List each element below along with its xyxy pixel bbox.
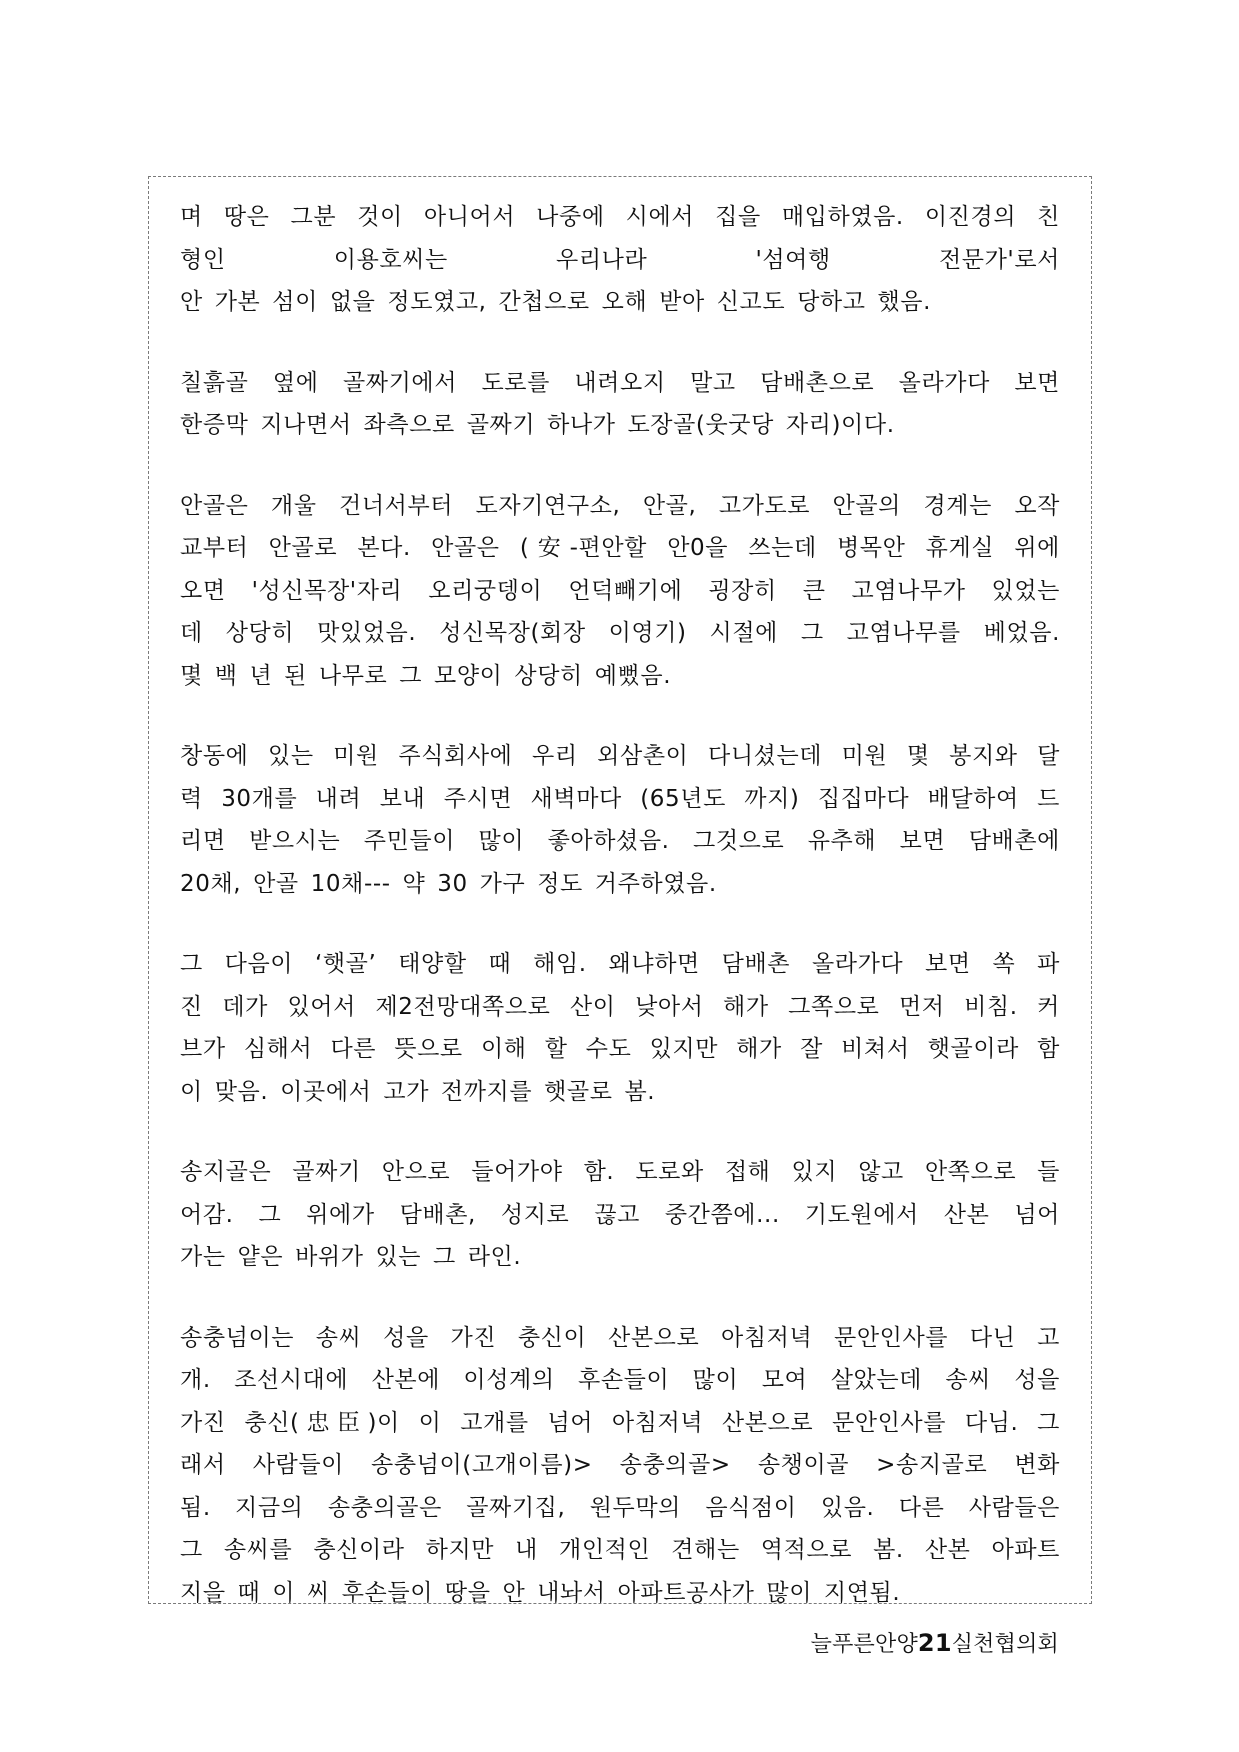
text-line: 오면 '성신목장'자리 오리궁뎅이 언덕빼기에 굉장히 큰 고염나무가 있었는 bbox=[180, 577, 1060, 604]
text-line: 안 가본 섬이 없을 정도였고, 간첩으로 오해 받아 신고도 당하고 했음. bbox=[180, 289, 932, 315]
text-line: 몇 백 년 된 나무로 그 모양이 상당히 예뻤음. bbox=[180, 662, 672, 689]
paragraph bbox=[180, 1317, 1060, 1615]
text-line: 가진 충신(忠臣)이 이 고개를 넘어 아침저녁 산본으로 문안인사를 다님. 그 bbox=[180, 1409, 1060, 1436]
text-line: 래서 사람들이 송충넘이(고개이름)> 송충의골> 송챙이골 >송지골로 변화 bbox=[180, 1452, 1060, 1478]
text-line: 력 30개를 내려 보내 주시면 새벽마다 (65년도 까지) 집집마다 배달하여 드 bbox=[180, 785, 1060, 812]
text-line: 송지골은 골짜기 안으로 들어가야 함. 도로와 접해 있지 않고 안쪽으로 들 bbox=[180, 1159, 1060, 1185]
text-line: 데 상당히 맛있었음. 성신목장(회장 이영기) 시절에 그 고염나무를 베었음. bbox=[180, 620, 1060, 646]
paragraph bbox=[180, 735, 1060, 905]
text-line: 어감. 그 위에가 담배촌, 성지로 끊고 중간쯤에... 기도원에서 산본 넘어 bbox=[180, 1201, 1060, 1228]
document-body bbox=[180, 196, 1060, 1652]
paragraph bbox=[180, 943, 1060, 1113]
page-footer bbox=[811, 1628, 1059, 1660]
text-line: 이 맞음. 이곳에서 고가 전까지를 햇골로 봄. bbox=[180, 1078, 656, 1105]
text-line: 진 데가 있어서 제2전망대쪽으로 산이 낮아서 해가 그쪽으로 먼저 비침. 커 bbox=[180, 993, 1060, 1020]
text-line: 형인 이용호씨는 우리나라 '섬여행 전문가'로서 bbox=[180, 246, 1060, 273]
text-line: 그 송씨를 충신이라 하지만 내 개인적인 견해는 역적으로 봄. 산본 아파트 bbox=[180, 1537, 1060, 1563]
paragraph bbox=[180, 362, 1060, 447]
text-line: 안골은 개울 건너서부터 도자기연구소, 안골, 고가도로 안골의 경계는 오작 bbox=[180, 492, 1060, 519]
text-line: 개. 조선시대에 산본에 이성계의 후손들이 많이 모여 살았는데 송씨 성을 bbox=[180, 1367, 1060, 1393]
footer-org-number: 21 bbox=[917, 1629, 952, 1657]
footer-org-prefix: 늘푸른안양 bbox=[810, 1632, 918, 1657]
text-line: 칠흙골 옆에 골짜기에서 도로를 내려오지 말고 담배촌으로 올라가다 보면 bbox=[180, 369, 1060, 396]
text-line: 20채, 안골 10채--- 약 30 가구 정도 거주하였음. bbox=[180, 870, 717, 897]
paragraph bbox=[180, 1151, 1060, 1279]
text-line: 창동에 있는 미원 주식회사에 우리 외삼촌이 다니셨는데 미원 몇 봉지와 달 bbox=[180, 743, 1060, 769]
text-line: 교부터 안골로 본다. 안골은 (安-편안할 안0을 쓰는데 병목안 휴게실 위에 bbox=[180, 535, 1060, 561]
text-line: 한증막 지나면서 좌측으로 골짜기 하나가 도장골(웃굿당 자리)이다. bbox=[180, 412, 895, 438]
text-line: 리면 받으시는 주민들이 많이 좋아하셨음. 그것으로 유추해 보면 담배촌에 bbox=[180, 828, 1060, 854]
paragraph bbox=[180, 196, 1060, 324]
footer-org-suffix: 실천협의회 bbox=[951, 1632, 1059, 1657]
text-line: 됨. 지금의 송충의골은 골짜기집, 원두막의 음식점이 있음. 다른 사람들은 bbox=[180, 1494, 1060, 1521]
text-line: 지을 때 이 씨 후손들이 땅을 안 내놔서 아파트공사가 많이 지연됨. bbox=[180, 1579, 901, 1606]
text-line: 가는 얕은 바위가 있는 그 라인. bbox=[180, 1244, 522, 1270]
paragraph bbox=[180, 485, 1060, 698]
text-line: 브가 심해서 다른 뜻으로 이해 할 수도 있지만 해가 잘 비쳐서 햇골이라 함 bbox=[180, 1036, 1060, 1062]
text-line: 그 다음이 ‘햇골’ 태양할 때 해임. 왜냐하면 담배촌 올라가다 보면 쏙 파 bbox=[180, 951, 1060, 977]
text-line: 송충넘이는 송씨 성을 가진 충신이 산본으로 아침저녁 문안인사를 다닌 고 bbox=[180, 1324, 1060, 1351]
text-line: 며 땅은 그분 것이 아니어서 나중에 시에서 집을 매입하였음. 이진경의 친 bbox=[180, 204, 1060, 230]
